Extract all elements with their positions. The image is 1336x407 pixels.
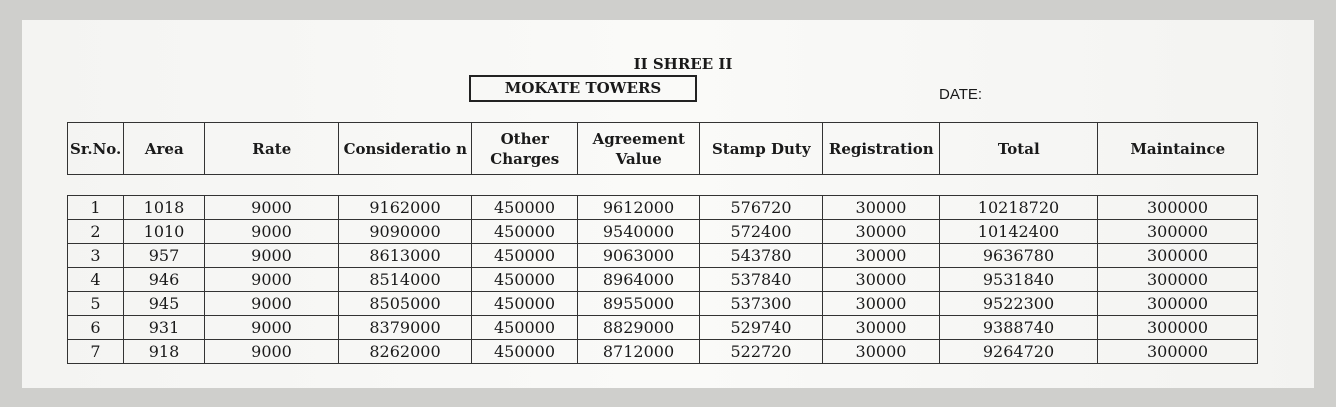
- cell-sr-no: 7: [68, 340, 124, 364]
- column-header-rate: Rate: [205, 123, 339, 175]
- cell-agreement-value: 8712000: [578, 340, 700, 364]
- cell-registration: 30000: [823, 244, 940, 268]
- cell-area: 918: [124, 340, 205, 364]
- column-header-maintaince: Maintaince: [1098, 123, 1258, 175]
- cell-total: 9522300: [940, 292, 1098, 316]
- cell-agreement-value: 9063000: [578, 244, 700, 268]
- cell-consideration: 8505000: [339, 292, 472, 316]
- cell-registration: 30000: [823, 340, 940, 364]
- column-header-consideration: Consideratio n: [339, 123, 472, 175]
- cell-maintaince: 300000: [1098, 268, 1258, 292]
- cell-other-charges: 450000: [472, 244, 578, 268]
- cell-registration: 30000: [823, 268, 940, 292]
- column-header-area: Area: [124, 123, 205, 175]
- cell-consideration: 9090000: [339, 220, 472, 244]
- cell-area: 946: [124, 268, 205, 292]
- cell-area: 945: [124, 292, 205, 316]
- column-header-total: Total: [940, 123, 1098, 175]
- cell-maintaince: 300000: [1098, 196, 1258, 220]
- cell-rate: 9000: [205, 340, 339, 364]
- data-table: [67, 195, 1258, 364]
- cell-rate: 9000: [205, 268, 339, 292]
- cell-stamp-duty: 576720: [700, 196, 823, 220]
- cell-rate: 9000: [205, 220, 339, 244]
- header-line: II SHREE II: [633, 55, 733, 73]
- cell-total: 9636780: [940, 244, 1098, 268]
- table-row: [68, 340, 1258, 364]
- cell-maintaince: 300000: [1098, 340, 1258, 364]
- table-row: [68, 244, 1258, 268]
- cell-registration: 30000: [823, 316, 940, 340]
- header-row: [68, 123, 1258, 175]
- cell-total: 10142400: [940, 220, 1098, 244]
- table-row: [68, 220, 1258, 244]
- cell-stamp-duty: 572400: [700, 220, 823, 244]
- cell-area: 957: [124, 244, 205, 268]
- cell-total: 10218720: [940, 196, 1098, 220]
- cell-area: 1018: [124, 196, 205, 220]
- cell-consideration: 9162000: [339, 196, 472, 220]
- cell-sr-no: 3: [68, 244, 124, 268]
- cell-other-charges: 450000: [472, 340, 578, 364]
- cell-consideration: 8514000: [339, 268, 472, 292]
- cell-maintaince: 300000: [1098, 316, 1258, 340]
- column-header-registration: Registration: [823, 123, 940, 175]
- cell-consideration: 8613000: [339, 244, 472, 268]
- cell-consideration: 8262000: [339, 340, 472, 364]
- cell-total: 9531840: [940, 268, 1098, 292]
- cell-agreement-value: 9612000: [578, 196, 700, 220]
- column-header-agreement-value: Agreement Value: [578, 123, 700, 175]
- cell-sr-no: 6: [68, 316, 124, 340]
- cell-maintaince: 300000: [1098, 220, 1258, 244]
- column-header-sr-no: Sr.No.: [68, 123, 124, 175]
- table-row: [68, 196, 1258, 220]
- table-row: [68, 316, 1258, 340]
- cell-stamp-duty: 529740: [700, 316, 823, 340]
- cell-agreement-value: 8955000: [578, 292, 700, 316]
- cell-other-charges: 450000: [472, 220, 578, 244]
- cell-stamp-duty: 522720: [700, 340, 823, 364]
- cell-stamp-duty: 537840: [700, 268, 823, 292]
- cell-agreement-value: 8964000: [578, 268, 700, 292]
- header-table: [67, 122, 1258, 175]
- cell-rate: 9000: [205, 292, 339, 316]
- cell-other-charges: 450000: [472, 196, 578, 220]
- table-row: [68, 292, 1258, 316]
- table-row: [68, 268, 1258, 292]
- cell-maintaince: 300000: [1098, 292, 1258, 316]
- cell-sr-no: 2: [68, 220, 124, 244]
- title-box: MOKATE TOWERS: [469, 75, 697, 102]
- cell-sr-no: 1: [68, 196, 124, 220]
- cell-stamp-duty: 543780: [700, 244, 823, 268]
- cell-rate: 9000: [205, 196, 339, 220]
- document-sheet: [22, 20, 1314, 388]
- cell-other-charges: 450000: [472, 316, 578, 340]
- cell-consideration: 8379000: [339, 316, 472, 340]
- cell-registration: 30000: [823, 196, 940, 220]
- cell-agreement-value: 9540000: [578, 220, 700, 244]
- cell-registration: 30000: [823, 292, 940, 316]
- cell-maintaince: 300000: [1098, 244, 1258, 268]
- cell-other-charges: 450000: [472, 292, 578, 316]
- column-header-other-charges: Other Charges: [472, 123, 578, 175]
- column-header-stamp-duty: Stamp Duty: [700, 123, 823, 175]
- cell-total: 9388740: [940, 316, 1098, 340]
- cell-agreement-value: 8829000: [578, 316, 700, 340]
- cell-total: 9264720: [940, 340, 1098, 364]
- cell-registration: 30000: [823, 220, 940, 244]
- cell-stamp-duty: 537300: [700, 292, 823, 316]
- cell-other-charges: 450000: [472, 268, 578, 292]
- cell-rate: 9000: [205, 316, 339, 340]
- cell-area: 931: [124, 316, 205, 340]
- cell-sr-no: 5: [68, 292, 124, 316]
- cell-sr-no: 4: [68, 268, 124, 292]
- date-label: DATE:: [939, 86, 983, 103]
- cell-area: 1010: [124, 220, 205, 244]
- cell-rate: 9000: [205, 244, 339, 268]
